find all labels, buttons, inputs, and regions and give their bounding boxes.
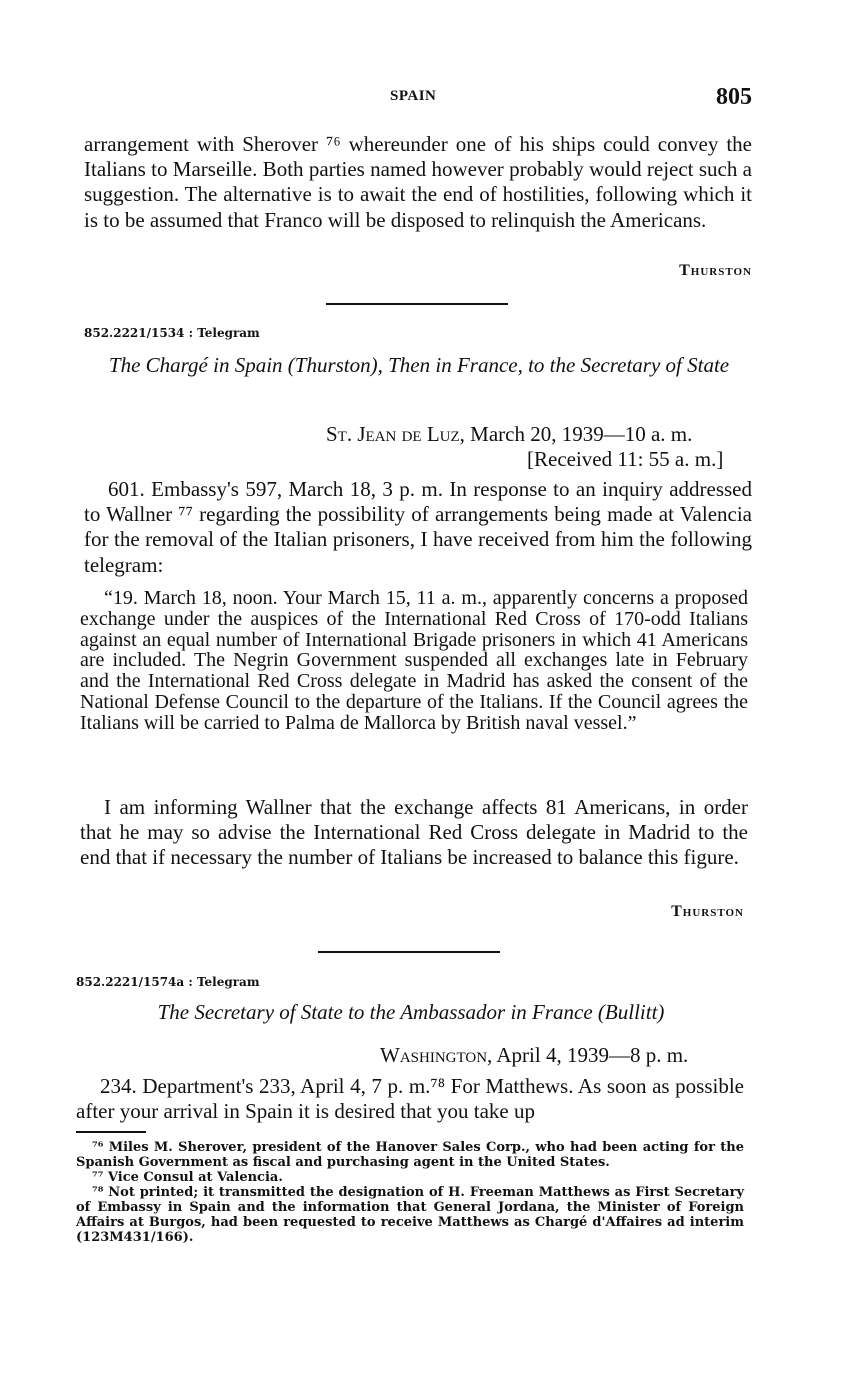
document-title: The Secretary of State to the Ambassador in France (Bullitt) xyxy=(157,1000,665,1024)
signature-thurston-1: Thurston xyxy=(679,262,752,279)
document-title: The Chargé in Spain (Thurston), Then in France, to the Secretary of State xyxy=(108,353,730,377)
dateline-place: St. Jean de Luz, xyxy=(326,422,465,446)
footnote-77: ⁷⁷ Vice Consul at Valencia. xyxy=(92,1170,283,1185)
dateline-date: March 20, 1939—10 a. m. xyxy=(470,422,693,446)
telegram-paragraph: 234. Department's 233, April 4, 7 p. m.⁷⁸ For Matthews. As soon as possible after your arrival in Spain it is desired that you take up xyxy=(76,1074,744,1124)
dateline-date: April 4, 1939—8 p. m. xyxy=(496,1043,689,1067)
page-number: 805 xyxy=(716,84,752,110)
dateline xyxy=(326,422,692,447)
telegram-paragraph: I am informing Wallner that the exchange affects 81 Americans, in order that he may so advise the International Red Cross delegate in Madrid to the end that if necessary the number of Italians be increased to balance this figure. xyxy=(80,795,748,870)
footnotes xyxy=(76,1140,744,1245)
section-divider xyxy=(318,951,500,953)
quoted-telegram: “19. March 18, noon. Your March 15, 11 a. m., apparently concerns a proposed exchange under the auspices of the International Red Cross of 170-odd Italians against an equal number of International Brigade prisoners in which 41 Americans are included. The Negrin Government suspended all exchanges late in February and the International Red Cross delegate in Madrid has asked the consent of the National Defense Council to the departure of the Italians. If the Council agrees the Italians will be carried to Palma de Mallorca by British naval vessel.” xyxy=(80,587,748,734)
footnote-rule xyxy=(76,1131,146,1133)
received-time: [Received 11: 55 a. m.] xyxy=(527,447,724,471)
dateline-place: Washington, xyxy=(380,1043,493,1067)
signature-thurston-2: Thurston xyxy=(671,903,744,920)
continued-paragraph: arrangement with Sherover ⁷⁶ whereunder one of his ships could convey the Italians to Marseille. Both parties named however probably would reject such a suggestion. The alternative is to await the end of hostilities, following which it is to be assumed that Franco will be disposed to relinquish the Americans. xyxy=(84,132,752,232)
dateline xyxy=(380,1043,688,1068)
file-number: 852.2221/1574a : Telegram xyxy=(76,975,260,989)
file-number: 852.2221/1534 : Telegram xyxy=(84,326,260,340)
telegram-paragraph: 601. Embassy's 597, March 18, 3 p. m. In response to an inquiry addressed to Wallner ⁷⁷ regarding the possibility of arrangements being made at Valencia for the removal of the Italian prisoners, I have received from him the following telegram: xyxy=(84,477,752,577)
section-divider xyxy=(326,303,508,305)
footnote-76: ⁷⁶ Miles M. Sherover, president of the Hanover Sales Corp., who had been acting for the Spanish Government as fiscal and purchasing agent in the United States. xyxy=(76,1140,744,1170)
footnote-78: ⁷⁸ Not printed; it transmitted the designation of H. Freeman Matthews as First Secretary of Embassy in Spain and the information that General Jordana, the Minister of Foreign Affairs at Burgos, had been requested to receive Matthews as Chargé d'Affaires ad interim (123M431/166). xyxy=(76,1185,744,1245)
running-title: SPAIN xyxy=(390,88,437,104)
